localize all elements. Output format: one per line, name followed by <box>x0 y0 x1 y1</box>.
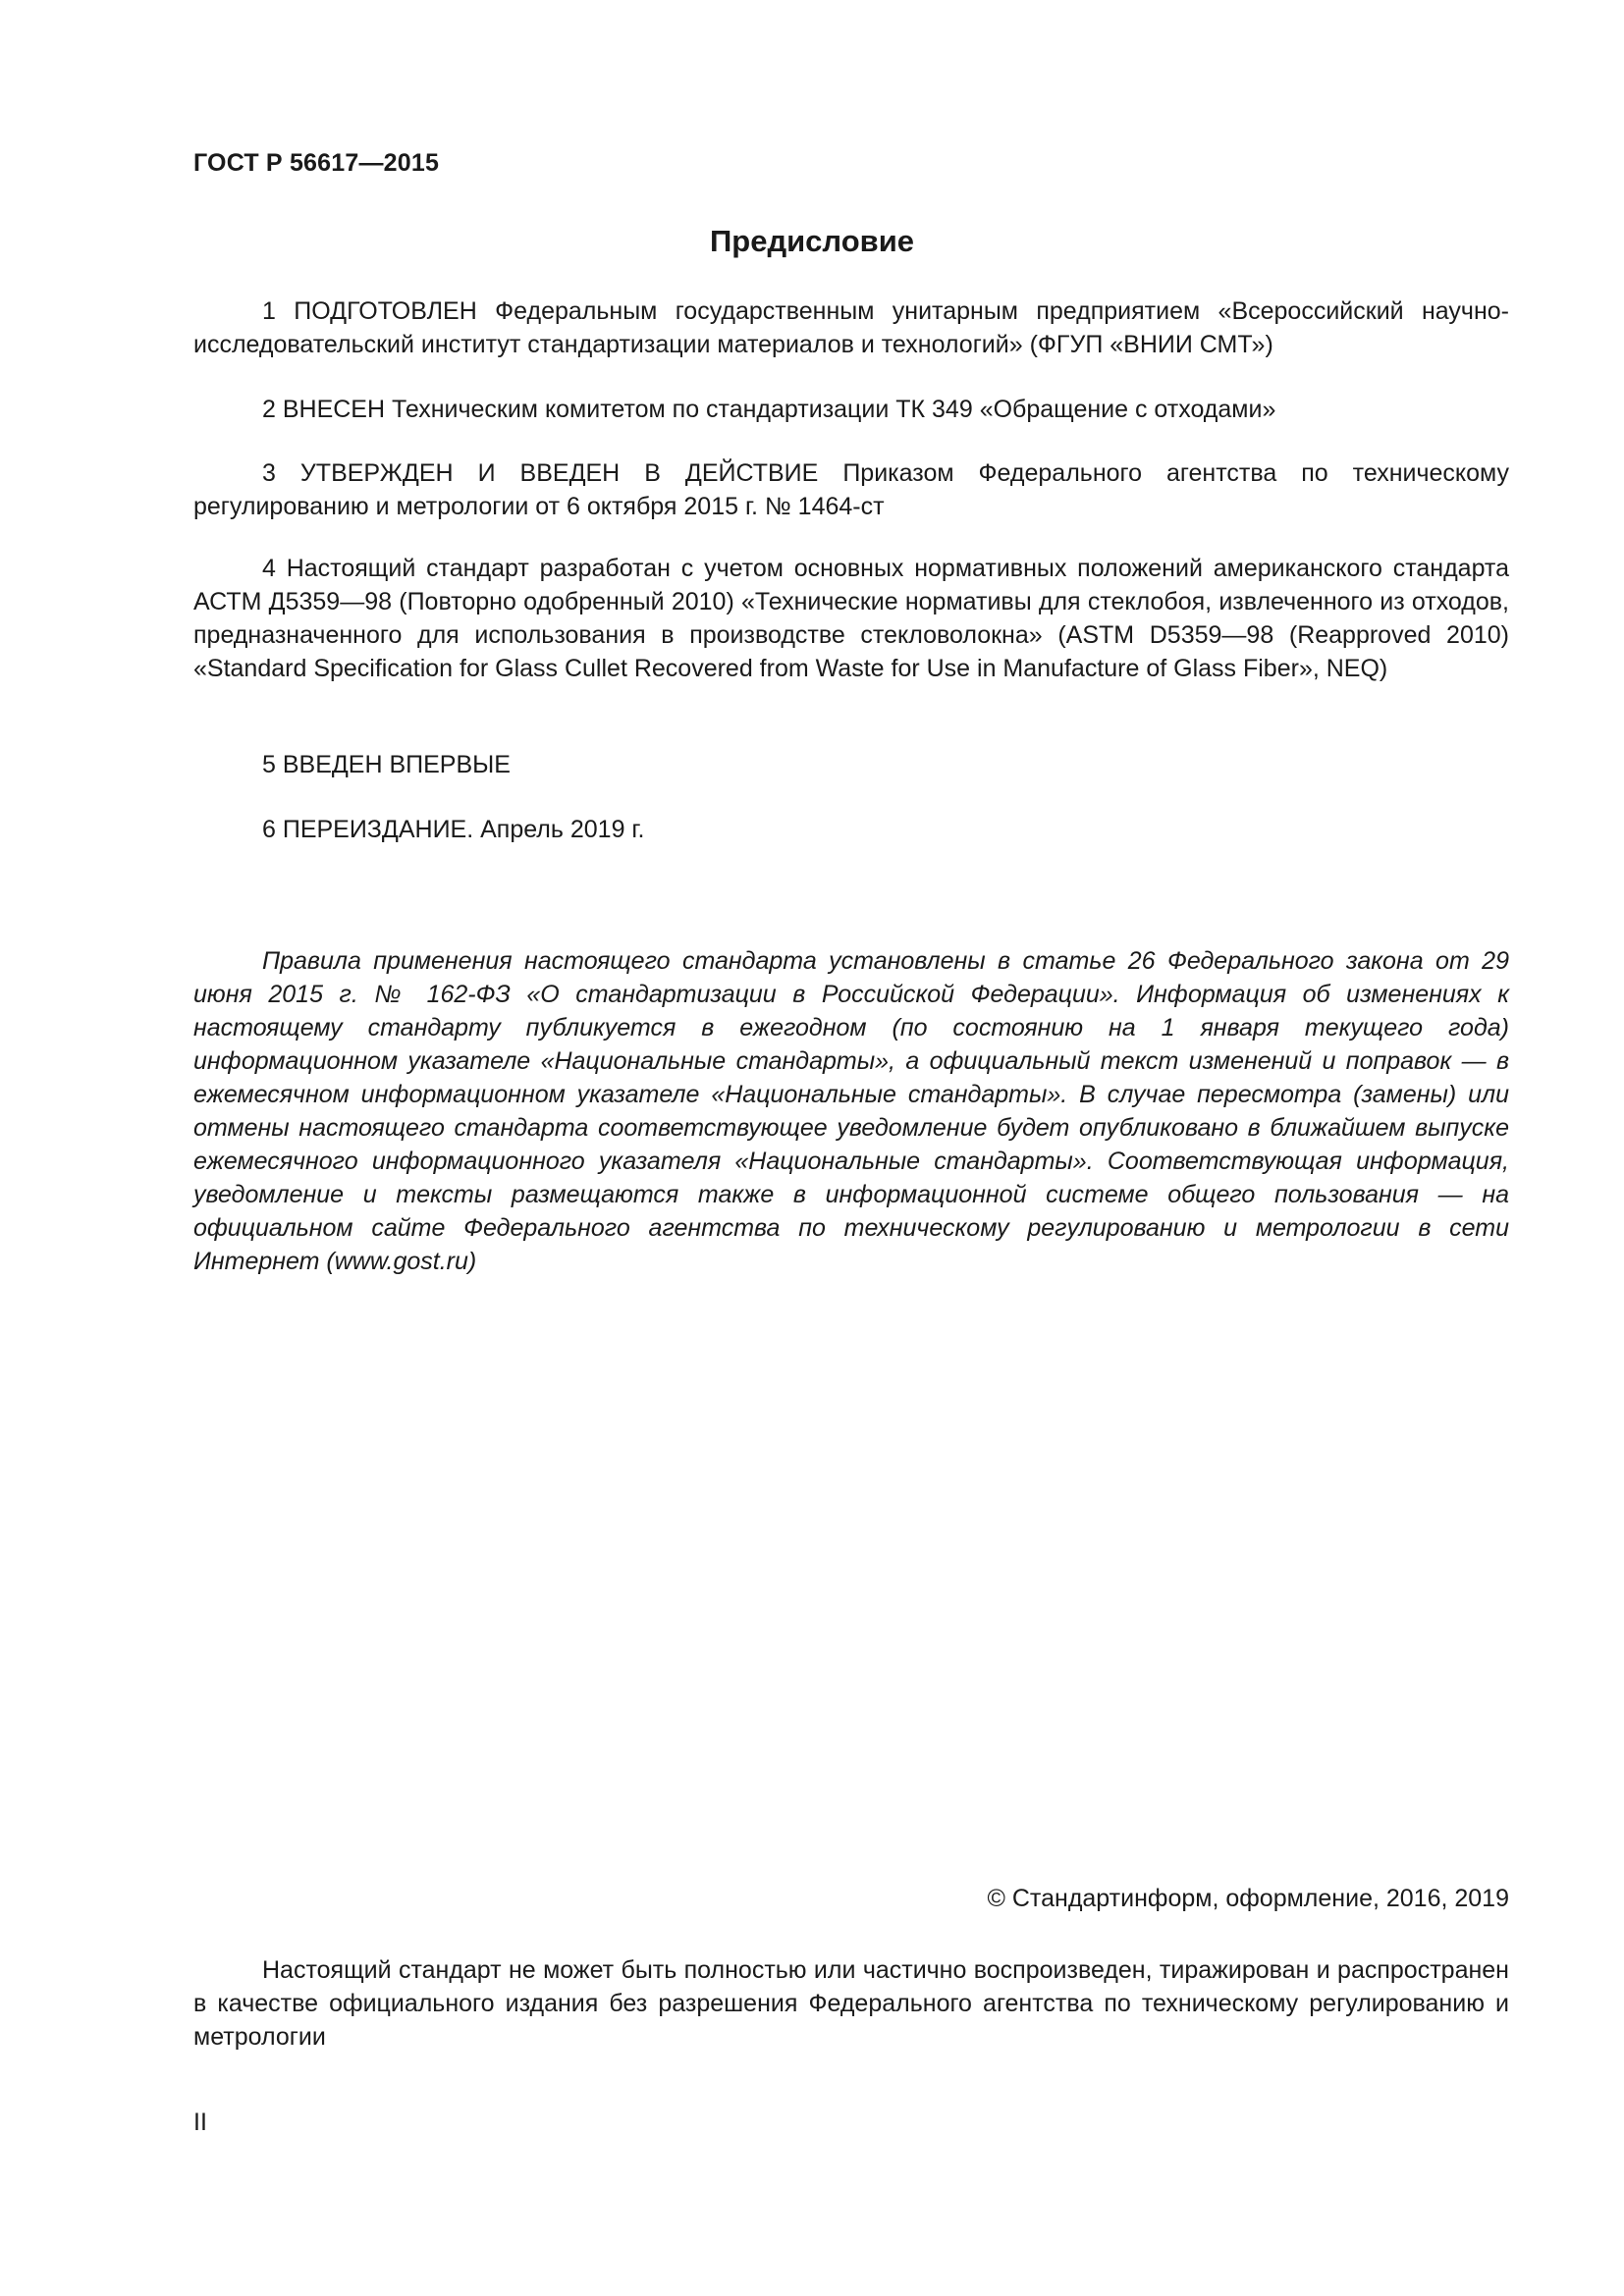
document-header: ГОСТ Р 56617—2015 <box>193 149 440 177</box>
foreword-item-2: 2 ВНЕСЕН Техническим комитетом по стандартизации ТК 349 «Обращение с отходами» <box>262 396 1276 423</box>
copyright-notice: © Стандартинформ, оформление, 2016, 2019 <box>987 1885 1509 1912</box>
foreword-item-5: 5 ВВЕДЕН ВПЕРВЫЕ <box>262 751 511 778</box>
foreword-item-6: 6 ПЕРЕИЗДАНИЕ. Апрель 2019 г. <box>262 816 645 843</box>
foreword-item-1: 1 ПОДГОТОВЛЕН Федеральным государственным унитарным предприятием «Всероссийский научно-исследовательский институт стандартизации материалов и технологий» (ФГУП «ВНИИ СМТ») <box>193 297 1509 358</box>
rules-note: Правила применения настоящего стандарта установлены в статье 26 Федерального закона от 29 июня 2015 г. № 162-ФЗ «О стандартизации в Российской Федерации». Информация об изменениях к настоящему стандарту публикуется в ежегодном (по состоянию на 1 января текущего года) информационном указателе «Национальные стандарты», а официальный текст изменений и поправок — в ежемесячном информационном указателе «Национальные стандарты». В случае пересмотра (замены) или отмены настоящего стандарта соответствующее уведомление будет опубликовано в ближайшем выпуске ежемесячного информационного указателя «Национальные стандарты». Соответствующая информация, уведомление и тексты размещаются также в информационной системе общего пользования — на официальном сайте Федерального агентства по техническому регулированию и метрологии в сети Интернет (www.gost.ru) <box>193 947 1509 1275</box>
page-number: II <box>193 2109 207 2136</box>
foreword-item-4: 4 Настоящий стандарт разработан с учетом основных нормативных положений американского стандарта АСТМ Д5359—98 (Повторно одобренный 2010) «Технические нормативы для стеклобоя, извлеченного из отходов, предназначенного для использования в производстве стекловолокна» (ASTM D5359—98 (Reapproved 2010) «Standard Specification for Glass Cullet Recovered from Waste for Use in Manufacture of Glass Fiber», NEQ) <box>193 555 1509 682</box>
reproduction-notice: Настоящий стандарт не может быть полностью или частично воспроизведен, тиражирован и распространен в качестве официального издания без разрешения Федерального агентства по техническому регулированию и метрологии <box>193 1956 1509 2051</box>
page-title: Предисловие <box>709 224 914 258</box>
foreword-item-3: 3 УТВЕРЖДЕН И ВВЕДЕН В ДЕЙСТВИЕ Приказом Федерального агентства по техническому регулированию и метрологии от 6 октября 2015 г. № 1464-ст <box>193 459 1509 520</box>
